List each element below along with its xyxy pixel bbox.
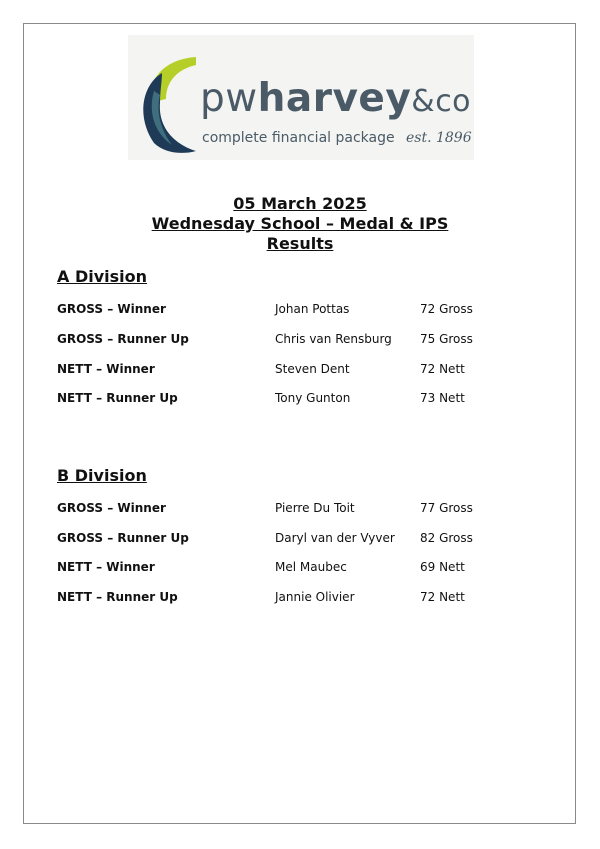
result-score: 69 Nett [420, 560, 465, 574]
table-row [0, 501, 600, 517]
logo-tagline: complete financial package [202, 130, 395, 146]
result-score: 82 Gross [420, 531, 473, 545]
logo-swoosh-icon [136, 55, 198, 155]
table-row [0, 332, 600, 348]
table-row [0, 531, 600, 547]
result-name: Jannie Olivier [275, 590, 355, 604]
result-name: Tony Gunton [275, 391, 351, 405]
table-row [0, 302, 600, 318]
result-category: GROSS – Runner Up [57, 531, 189, 545]
results-date: 05 March 2025 [233, 194, 367, 213]
logo-wordmark: pwharvey&co [200, 76, 472, 121]
table-row [0, 391, 600, 407]
company-logo [128, 35, 474, 160]
results-subtitle: Results [266, 234, 334, 253]
result-name: Steven Dent [275, 362, 350, 376]
division-a-title: A Division [57, 267, 148, 286]
result-name: Chris van Rensburg [275, 332, 392, 346]
result-category: NETT – Winner [57, 560, 155, 574]
result-score: 72 Nett [420, 362, 465, 376]
event-title: Wednesday School – Medal & IPS [151, 214, 449, 233]
result-category: GROSS – Runner Up [57, 332, 189, 346]
result-name: Johan Pottas [275, 302, 350, 316]
result-category: NETT – Runner Up [57, 391, 178, 405]
result-score: 75 Gross [420, 332, 473, 346]
result-category: NETT – Winner [57, 362, 155, 376]
table-row [0, 590, 600, 606]
logo-established: est. 1896 [406, 130, 472, 146]
result-name: Pierre Du Toit [275, 501, 355, 515]
result-category: NETT – Runner Up [57, 590, 178, 604]
result-score: 77 Gross [420, 501, 473, 515]
result-name: Mel Maubec [275, 560, 347, 574]
result-score: 72 Nett [420, 590, 465, 604]
result-score: 72 Gross [420, 302, 473, 316]
table-row [0, 560, 600, 576]
table-row [0, 362, 600, 378]
result-category: GROSS – Winner [57, 501, 166, 515]
result-category: GROSS – Winner [57, 302, 166, 316]
result-score: 73 Nett [420, 391, 465, 405]
division-b-title: B Division [57, 466, 147, 485]
result-name: Daryl van der Vyver [275, 531, 395, 545]
